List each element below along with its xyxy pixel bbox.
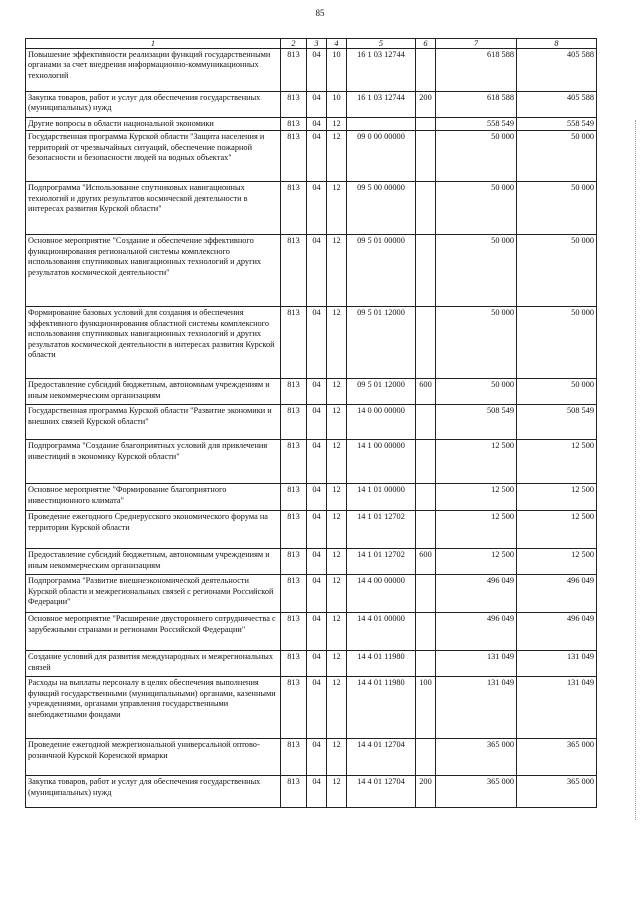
cell-grbs: 813 — [281, 131, 307, 182]
cell-rz: 04 — [307, 182, 327, 235]
cell-rz: 04 — [307, 739, 327, 776]
column-header: 2 — [281, 39, 307, 49]
table-row — [26, 235, 597, 307]
cell-vr — [416, 307, 436, 379]
cell-sum1: 558 549 — [436, 118, 517, 131]
cell-sum1: 365 000 — [436, 739, 517, 776]
table-row — [26, 118, 597, 131]
cell-grbs: 813 — [281, 118, 307, 131]
cell-pr: 12 — [327, 307, 347, 379]
page-number: 85 — [315, 8, 325, 18]
cell-vr — [416, 118, 436, 131]
cell-csr: 16 1 03 12744 — [347, 49, 416, 92]
cell-sum2: 131 049 — [517, 651, 597, 677]
column-header: 8 — [517, 39, 597, 49]
cell-rz: 04 — [307, 677, 327, 739]
cell-sum2: 405 588 — [517, 92, 597, 118]
cell-grbs: 813 — [281, 484, 307, 511]
cell-pr: 12 — [327, 677, 347, 739]
cell-sum2: 12 500 — [517, 484, 597, 511]
cell-sum2: 50 000 — [517, 307, 597, 379]
cell-pr: 12 — [327, 182, 347, 235]
cell-grbs: 813 — [281, 235, 307, 307]
cell-sum1: 508 549 — [436, 405, 517, 440]
cell-vr — [416, 651, 436, 677]
cell-name: Подпрограмма "Развитие внешнеэкономической деятельности Курской области и межрегиональных связей с регионами Российской Федерации" — [26, 575, 281, 613]
cell-pr: 12 — [327, 118, 347, 131]
table-row — [26, 131, 597, 182]
cell-sum1: 50 000 — [436, 131, 517, 182]
cell-sum1: 496 049 — [436, 613, 517, 651]
cell-grbs: 813 — [281, 776, 307, 808]
cell-rz: 04 — [307, 307, 327, 379]
cell-name: Государственная программа Курской области "Защита населения и территорий от чрезвычайных ситуаций, обеспечение пожарной безопасности и безопасности людей на водных объектах" — [26, 131, 281, 182]
cell-name: Расходы на выплаты персоналу в целях обеспечения выполнения функций государственными (муниципальными) органами, казенными учреждениями, органами управления государственными внебюджетными фондами — [26, 677, 281, 739]
cell-csr: 09 5 01 12000 — [347, 379, 416, 405]
cell-pr: 10 — [327, 92, 347, 118]
cell-vr: 600 — [416, 549, 436, 575]
cell-pr: 12 — [327, 575, 347, 613]
table-row — [26, 651, 597, 677]
cell-vr — [416, 182, 436, 235]
column-header: 6 — [416, 39, 436, 49]
cell-pr: 12 — [327, 651, 347, 677]
cell-sum1: 12 500 — [436, 549, 517, 575]
cell-grbs: 813 — [281, 511, 307, 549]
cell-vr: 600 — [416, 379, 436, 405]
cell-name: Подпрограмма "Создание благоприятных условий для привлечения инвестиций в экономику Курской области" — [26, 440, 281, 484]
cell-name: Основное мероприятие "Создание и обеспечение эффективного функционирования региональной системы комплексного использования спутниковых навигационных технологий и других результатов космической деятельности" — [26, 235, 281, 307]
cell-vr — [416, 49, 436, 92]
cell-sum2: 50 000 — [517, 131, 597, 182]
cell-pr: 10 — [327, 49, 347, 92]
table-row — [26, 182, 597, 235]
cell-sum1: 496 049 — [436, 575, 517, 613]
cell-sum2: 558 549 — [517, 118, 597, 131]
cell-pr: 12 — [327, 739, 347, 776]
cell-csr: 14 1 01 12702 — [347, 549, 416, 575]
table-row — [26, 484, 597, 511]
cell-name: Проведение ежегодной межрегиональной универсальной оптово-розничной Курской Коренской ярмарки — [26, 739, 281, 776]
cell-grbs: 813 — [281, 49, 307, 92]
cell-csr: 14 4 01 11980 — [347, 677, 416, 739]
cell-csr: 14 4 01 11980 — [347, 651, 416, 677]
cell-pr: 12 — [327, 379, 347, 405]
cell-sum1: 50 000 — [436, 307, 517, 379]
column-header: 7 — [436, 39, 517, 49]
cell-sum2: 365 000 — [517, 739, 597, 776]
cell-sum2: 50 000 — [517, 235, 597, 307]
cell-sum2: 508 549 — [517, 405, 597, 440]
cell-csr: 09 5 01 12000 — [347, 307, 416, 379]
cell-sum2: 405 588 — [517, 49, 597, 92]
column-header: 5 — [347, 39, 416, 49]
cell-name: Закупка товаров, работ и услуг для обеспечения государственных (муниципальных) нужд — [26, 92, 281, 118]
table-row — [26, 739, 597, 776]
cell-pr: 12 — [327, 235, 347, 307]
column-header: 3 — [307, 39, 327, 49]
cell-name: Создание условий для развития международных и межрегиональных связей — [26, 651, 281, 677]
cell-pr: 12 — [327, 776, 347, 808]
cell-sum1: 131 049 — [436, 677, 517, 739]
cell-sum2: 365 000 — [517, 776, 597, 808]
cell-rz: 04 — [307, 484, 327, 511]
cell-csr: 14 4 00 00000 — [347, 575, 416, 613]
cell-rz: 04 — [307, 776, 327, 808]
cell-grbs: 813 — [281, 739, 307, 776]
cell-csr — [347, 118, 416, 131]
table-row — [26, 511, 597, 549]
cell-csr: 09 5 00 00000 — [347, 182, 416, 235]
table-row — [26, 307, 597, 379]
table-row — [26, 575, 597, 613]
cell-sum2: 12 500 — [517, 511, 597, 549]
cell-rz: 04 — [307, 511, 327, 549]
cell-csr: 14 1 01 00000 — [347, 484, 416, 511]
column-header: 4 — [327, 39, 347, 49]
cell-rz: 04 — [307, 651, 327, 677]
cell-csr: 14 1 00 00000 — [347, 440, 416, 484]
cell-vr: 100 — [416, 677, 436, 739]
cell-rz: 04 — [307, 49, 327, 92]
cell-vr — [416, 575, 436, 613]
cell-grbs: 813 — [281, 575, 307, 613]
cell-grbs: 813 — [281, 92, 307, 118]
cell-pr: 12 — [327, 405, 347, 440]
cell-pr: 12 — [327, 511, 347, 549]
cell-grbs: 813 — [281, 613, 307, 651]
page-edge-line — [635, 120, 636, 820]
cell-sum2: 50 000 — [517, 379, 597, 405]
cell-pr: 12 — [327, 131, 347, 182]
cell-vr — [416, 613, 436, 651]
cell-name: Предоставление субсидий бюджетным, автономным учреждениям и иным некоммерческим организациям — [26, 379, 281, 405]
table-row — [26, 440, 597, 484]
cell-name: Другие вопросы в области национальной экономики — [26, 118, 281, 131]
cell-sum1: 618 588 — [436, 49, 517, 92]
cell-name: Формирование базовых условий для создания и обеспечения эффективного функционирования областной системы комплексного использования спутниковых навигационных технологий и других результатов космической деятельности в интересах развития Курской области — [26, 307, 281, 379]
table-row — [26, 49, 597, 92]
cell-vr — [416, 739, 436, 776]
cell-vr — [416, 405, 436, 440]
cell-rz: 04 — [307, 379, 327, 405]
cell-rz: 04 — [307, 235, 327, 307]
cell-sum1: 12 500 — [436, 484, 517, 511]
cell-vr — [416, 511, 436, 549]
cell-vr — [416, 131, 436, 182]
cell-csr: 09 5 01 00000 — [347, 235, 416, 307]
cell-pr: 12 — [327, 549, 347, 575]
cell-grbs: 813 — [281, 182, 307, 235]
cell-rz: 04 — [307, 575, 327, 613]
cell-pr: 12 — [327, 613, 347, 651]
cell-sum1: 12 500 — [436, 511, 517, 549]
cell-csr: 09 0 00 00000 — [347, 131, 416, 182]
cell-grbs: 813 — [281, 677, 307, 739]
cell-rz: 04 — [307, 118, 327, 131]
cell-vr — [416, 484, 436, 511]
cell-csr: 14 4 01 12704 — [347, 739, 416, 776]
cell-grbs: 813 — [281, 307, 307, 379]
cell-name: Основное мероприятие "Формирование благоприятного инвестиционного климата" — [26, 484, 281, 511]
cell-sum2: 12 500 — [517, 440, 597, 484]
cell-sum1: 12 500 — [436, 440, 517, 484]
cell-sum1: 131 049 — [436, 651, 517, 677]
cell-vr — [416, 440, 436, 484]
table-row — [26, 549, 597, 575]
table-row — [26, 776, 597, 808]
cell-rz: 04 — [307, 92, 327, 118]
table-header-row — [26, 39, 597, 49]
cell-grbs: 813 — [281, 405, 307, 440]
cell-rz: 04 — [307, 549, 327, 575]
cell-name: Основное мероприятие "Расширение двустороннего сотрудничества с зарубежными странами и регионами Российской Федерации" — [26, 613, 281, 651]
cell-grbs: 813 — [281, 379, 307, 405]
cell-sum2: 496 049 — [517, 613, 597, 651]
cell-sum1: 50 000 — [436, 379, 517, 405]
cell-vr: 200 — [416, 92, 436, 118]
cell-sum2: 131 049 — [517, 677, 597, 739]
cell-sum1: 365 000 — [436, 776, 517, 808]
cell-csr: 16 1 03 12744 — [347, 92, 416, 118]
cell-name: Закупка товаров, работ и услуг для обеспечения государственных (муниципальных) нужд — [26, 776, 281, 808]
cell-name: Предоставление субсидий бюджетным, автономным учреждениям и иным некоммерческим организациям — [26, 549, 281, 575]
cell-csr: 14 4 01 12704 — [347, 776, 416, 808]
cell-grbs: 813 — [281, 440, 307, 484]
cell-grbs: 813 — [281, 651, 307, 677]
cell-rz: 04 — [307, 613, 327, 651]
cell-rz: 04 — [307, 405, 327, 440]
column-header: 1 — [26, 39, 281, 49]
cell-grbs: 813 — [281, 549, 307, 575]
cell-name: Проведение ежегодного Среднерусского экономического форума на территории Курской области — [26, 511, 281, 549]
table-row — [26, 379, 597, 405]
cell-pr: 12 — [327, 440, 347, 484]
cell-csr: 14 0 00 00000 — [347, 405, 416, 440]
cell-sum2: 50 000 — [517, 182, 597, 235]
cell-sum1: 50 000 — [436, 182, 517, 235]
cell-name: Повышение эффективности реализации функций государственными органами за счет внедрения информационно-коммуникационных технологий — [26, 49, 281, 92]
cell-vr: 200 — [416, 776, 436, 808]
cell-sum2: 496 049 — [517, 575, 597, 613]
budget-table — [25, 38, 597, 808]
table-row — [26, 677, 597, 739]
cell-name: Государственная программа Курской области "Развитие экономики и внешних связей Курской области" — [26, 405, 281, 440]
table-row — [26, 92, 597, 118]
cell-vr — [416, 235, 436, 307]
cell-rz: 04 — [307, 440, 327, 484]
cell-sum1: 618 588 — [436, 92, 517, 118]
cell-csr: 14 1 01 12702 — [347, 511, 416, 549]
cell-sum2: 12 500 — [517, 549, 597, 575]
cell-pr: 12 — [327, 484, 347, 511]
table-row — [26, 405, 597, 440]
cell-csr: 14 4 01 00000 — [347, 613, 416, 651]
cell-name: Подпрограмма "Использование спутниковых навигационных технологий и других результатов космической деятельности в интересах развития Курской области" — [26, 182, 281, 235]
table-row — [26, 613, 597, 651]
cell-rz: 04 — [307, 131, 327, 182]
cell-sum1: 50 000 — [436, 235, 517, 307]
